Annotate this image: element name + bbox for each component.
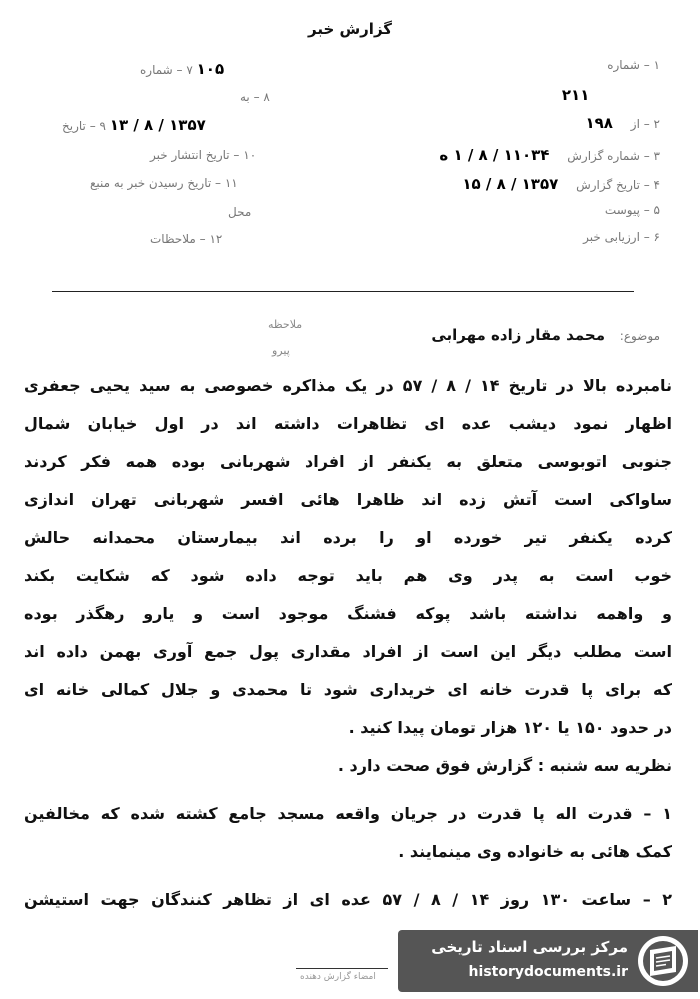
signature-label: امضاء گزارش دهنده (300, 972, 376, 982)
header-label: ۱۰ – تاریخ انتشار خبر (150, 148, 257, 162)
subject-value: محمد مقار زاده مهرابی (431, 326, 605, 344)
subject-label: موضوع: (619, 329, 660, 343)
body-line: در حدود ۱۵۰ یا ۱۲۰ هزار تومان پیدا کنید . (348, 718, 672, 737)
header-field-report-date (462, 175, 660, 193)
body-line: خوب است به پدر وی هم باید توجه داده شود که شکایت بکند (24, 566, 672, 585)
header-label: ۳ – شماره گزارش (567, 149, 660, 163)
body-line: کمک هائی به خانواده وی مینمایند . (398, 842, 672, 861)
header-label: ۶ – ارزیابی خبر (583, 230, 660, 244)
body-line: ۲ – ساعت ۱۳۰ روز ۱۴ / ۸ / ۵۷ عده ای از تظاهر کنندگان جهت استیشن (24, 890, 672, 909)
side-mark-followup: پیرو (272, 344, 290, 357)
header-value: ۱۳۵۷ / ۸ / ۱۳ (109, 116, 206, 134)
header-label: ۱۱ – تاریخ رسیدن خبر به منبع (90, 176, 238, 190)
header-field-place (228, 205, 251, 219)
watermark-title: مرکز بررسی اسناد تاریخی (431, 938, 628, 956)
header-divider (52, 291, 634, 292)
header-label: ۸ – به (240, 90, 270, 104)
header-field-attachment (605, 203, 660, 217)
header-field-number-left (140, 60, 238, 78)
header-label: ۴ – تاریخ گزارش (576, 178, 660, 192)
header-value: ۱۰۵ (196, 60, 225, 78)
body-line: جنوبی اتوبوسی متعلق به یکنفر از افراد شهربانی بوده همه فکر کردند (24, 452, 672, 471)
header-value: ۱۹۸ (585, 114, 613, 132)
header-field-publish-date (150, 148, 256, 162)
body-line: کرده یکنفر تیر خورده او را برده اند بیمارستان محمدانه حالش (24, 528, 672, 547)
header-field-number (607, 58, 660, 72)
header-field-evaluation (583, 230, 660, 244)
header-field-remarks (150, 232, 222, 246)
header-label: ۲ – از (630, 117, 660, 131)
signature-line (296, 968, 388, 969)
watermark-url: historydocuments.ir (468, 964, 628, 980)
side-mark-remark: ملاحظه (268, 318, 303, 331)
document-title: گزارش خبر (307, 20, 393, 38)
body-line: ۱ – قدرت اله پا قدرت در جریان واقعه مسجد جامع کشته شده که مخالفین (24, 804, 672, 823)
header-field-from (585, 114, 660, 132)
header-label: محل (228, 205, 252, 219)
subject-line (431, 326, 660, 344)
header-field-receive-date (90, 176, 238, 190)
header-label: ۷ – شماره (140, 63, 193, 77)
header-value: ۱۱۰۳۴ / ۸ / ۱ ه (439, 146, 550, 164)
header-field-report-number (439, 146, 660, 164)
body-line: ساواکی است آتش زده اند ظاهرا هائی افسر شهربانی تهران اندازی (24, 490, 672, 509)
body-line: که برای پا قدرت خانه ای خریداری شود تا محمدی و جلال کمالی خانه ای (24, 680, 672, 699)
header-field-number-value (562, 86, 660, 104)
body-line: است مطلب دیگر این است از افراد مقداری پول جمع آوری بهمن داده اند (24, 642, 672, 661)
header-label: ۱ – شماره (607, 58, 660, 72)
body-line: و واهمه نداشته باشد پوکه فشنگ موجود است و یارو رهگذر بوده (24, 604, 672, 623)
header-label: ۵ – پیوست (604, 203, 660, 217)
header-value: ۲۱۱ (561, 86, 590, 104)
body-line: نظریه سه شنبه : گزارش فوق صحت دارد . (337, 756, 672, 775)
header-label: ۱۲ – ملاحظات (150, 232, 223, 246)
archive-logo-icon (636, 934, 690, 988)
header-field-to (240, 90, 270, 104)
header-value: ۱۳۵۷ / ۸ / ۱۵ (462, 175, 559, 193)
body-line: اظهار نمود دیشب عده ای تظاهرات داشته اند در اول خیابان شمال (24, 414, 672, 433)
header-field-date (62, 116, 220, 134)
body-line: نامبرده بالا در تاریخ ۱۴ / ۸ / ۵۷ در یک مذاکره خصوصی به سید یحیی جعفری (24, 376, 672, 395)
header-label: ۹ – تاریخ (62, 119, 106, 133)
